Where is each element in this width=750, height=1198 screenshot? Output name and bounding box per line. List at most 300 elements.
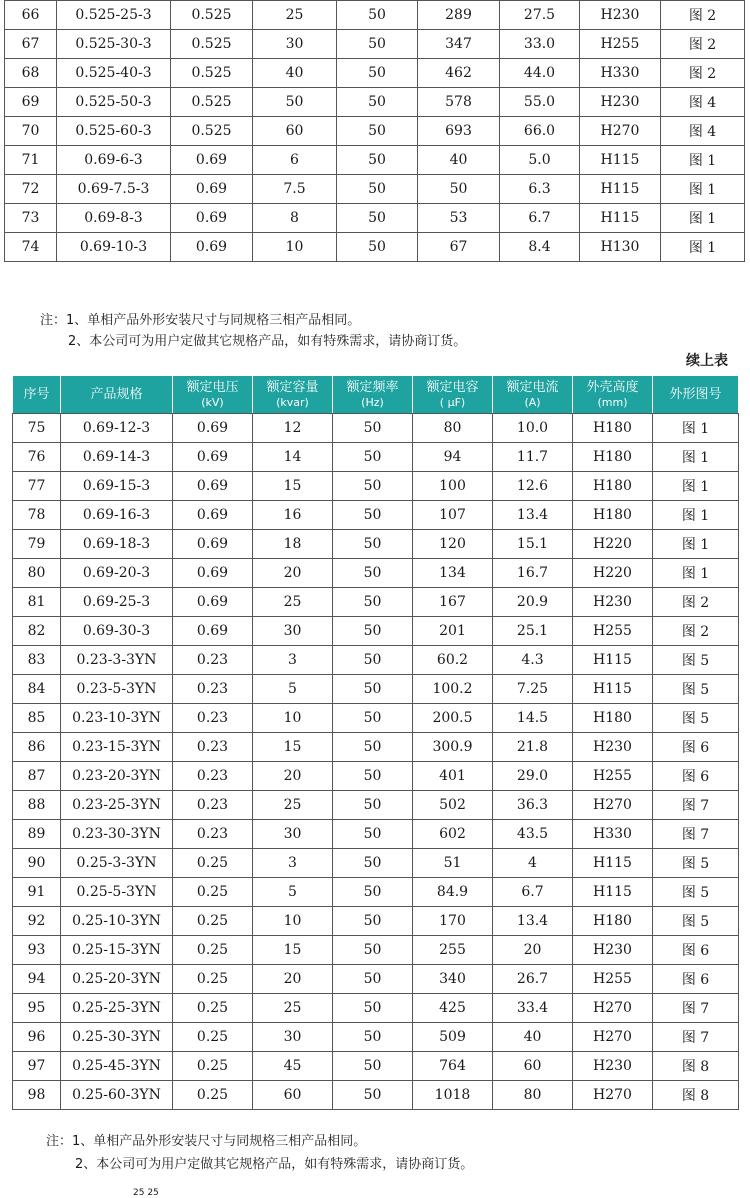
shell-height-cell: H220 bbox=[573, 530, 653, 559]
rated-capacitance-cell: 67 bbox=[418, 233, 500, 262]
serial-no-cell: 71 bbox=[5, 146, 57, 175]
figure-no-cell: 图 1 bbox=[661, 233, 745, 262]
rated-current-cell: 4 bbox=[493, 849, 573, 878]
header-title: 外壳高度 bbox=[586, 379, 639, 395]
rated-capacity-cell: 3 bbox=[253, 849, 333, 878]
rated-current-cell: 15.1 bbox=[493, 530, 573, 559]
rated-capacity-cell: 15 bbox=[253, 733, 333, 762]
header-unit: (kvar) bbox=[276, 395, 309, 409]
serial-no-cell: 93 bbox=[13, 936, 61, 965]
rated-capacitance-cell: 60.2 bbox=[413, 646, 493, 675]
table-row bbox=[5, 88, 745, 117]
rated-current-cell: 20.9 bbox=[493, 588, 573, 617]
rated-capacity-cell: 20 bbox=[253, 762, 333, 791]
rated-capacitance-cell: 51 bbox=[413, 849, 493, 878]
rated-frequency-cell: 50 bbox=[337, 175, 418, 204]
product-spec-cell: 0.69-16-3 bbox=[61, 501, 173, 530]
serial-no-cell: 89 bbox=[13, 820, 61, 849]
product-spec-cell: 0.525-50-3 bbox=[57, 88, 171, 117]
rated-capacity-cell: 16 bbox=[253, 501, 333, 530]
shell-height-cell: H180 bbox=[573, 472, 653, 501]
serial-no-header bbox=[13, 376, 61, 414]
figure-no-cell: 图 5 bbox=[653, 849, 739, 878]
rated-capacitance-cell: 502 bbox=[413, 791, 493, 820]
rated-capacitance-cell: 120 bbox=[413, 530, 493, 559]
header-title: 额定频率 bbox=[346, 379, 399, 395]
table-row bbox=[13, 1052, 739, 1081]
figure-no-cell: 图 1 bbox=[653, 501, 739, 530]
rated-voltage-cell: 0.23 bbox=[173, 733, 253, 762]
shell-height-cell: H115 bbox=[580, 175, 661, 204]
shell-height-cell: H130 bbox=[580, 233, 661, 262]
rated-current-cell: 16.7 bbox=[493, 559, 573, 588]
rated-capacity-cell: 6 bbox=[253, 146, 337, 175]
serial-no-cell: 84 bbox=[13, 675, 61, 704]
spec-table-continued-top bbox=[4, 0, 745, 262]
figure-no-cell: 图 7 bbox=[653, 994, 739, 1023]
rated-capacitance-cell: 1018 bbox=[413, 1081, 493, 1110]
table-row bbox=[13, 907, 739, 936]
rated-frequency-cell: 50 bbox=[333, 936, 413, 965]
figure-no-cell: 图 1 bbox=[661, 204, 745, 233]
product-spec-cell: 0.69-15-3 bbox=[61, 472, 173, 501]
rated-capacitance-cell: 764 bbox=[413, 1052, 493, 1081]
rated-voltage-cell: 0.525 bbox=[171, 59, 253, 88]
serial-no-cell: 74 bbox=[5, 233, 57, 262]
product-spec-cell: 0.23-25-3YN bbox=[61, 791, 173, 820]
product-spec-header bbox=[61, 376, 173, 414]
product-spec-cell: 0.25-30-3YN bbox=[61, 1023, 173, 1052]
table-row bbox=[13, 820, 739, 849]
rated-frequency-cell: 50 bbox=[337, 1, 418, 30]
figure-no-cell: 图 7 bbox=[653, 1023, 739, 1052]
rated-frequency-cell: 50 bbox=[337, 88, 418, 117]
rated-capacity-cell: 25 bbox=[253, 588, 333, 617]
rated-capacity-cell: 30 bbox=[253, 1023, 333, 1052]
rated-current-cell: 13.4 bbox=[493, 501, 573, 530]
rated-voltage-cell: 0.69 bbox=[173, 530, 253, 559]
rated-frequency-cell: 50 bbox=[337, 204, 418, 233]
table-row bbox=[13, 617, 739, 646]
note-top-line1: 注：1、单相产品外形安装尺寸与同规格三相产品相同。 bbox=[40, 313, 361, 328]
serial-no-cell: 90 bbox=[13, 849, 61, 878]
table-row bbox=[5, 146, 745, 175]
shell-height-cell: H230 bbox=[580, 1, 661, 30]
rated-frequency-cell: 50 bbox=[333, 617, 413, 646]
serial-no-cell: 94 bbox=[13, 965, 61, 994]
serial-no-cell: 81 bbox=[13, 588, 61, 617]
rated-voltage-cell: 0.23 bbox=[173, 704, 253, 733]
rated-capacity-cell: 60 bbox=[253, 117, 337, 146]
table-row bbox=[5, 175, 745, 204]
figure-no-cell: 图 7 bbox=[653, 820, 739, 849]
serial-no-cell: 88 bbox=[13, 791, 61, 820]
product-spec-cell: 0.69-14-3 bbox=[61, 443, 173, 472]
table-row bbox=[5, 30, 745, 59]
shell-height-cell: H230 bbox=[573, 733, 653, 762]
figure-no-cell: 图 5 bbox=[653, 704, 739, 733]
rated-current-cell: 21.8 bbox=[493, 733, 573, 762]
figure-no-header bbox=[653, 376, 739, 414]
table-row bbox=[13, 965, 739, 994]
rated-current-cell: 80 bbox=[493, 1081, 573, 1110]
rated-current-cell: 33.0 bbox=[500, 30, 580, 59]
rated-current-cell: 25.1 bbox=[493, 617, 573, 646]
table-row bbox=[13, 791, 739, 820]
rated-current-header bbox=[493, 376, 573, 414]
shell-height-cell: H115 bbox=[573, 849, 653, 878]
table-row bbox=[13, 1081, 739, 1110]
serial-no-cell: 86 bbox=[13, 733, 61, 762]
rated-voltage-cell: 0.69 bbox=[171, 146, 253, 175]
rated-current-cell: 6.7 bbox=[493, 878, 573, 907]
serial-no-cell: 77 bbox=[13, 472, 61, 501]
shell-height-cell: H115 bbox=[573, 675, 653, 704]
serial-no-cell: 79 bbox=[13, 530, 61, 559]
figure-no-cell: 图 5 bbox=[653, 675, 739, 704]
serial-no-cell: 91 bbox=[13, 878, 61, 907]
figure-no-cell: 图 2 bbox=[653, 588, 739, 617]
header-title: 额定电容 bbox=[426, 379, 479, 395]
rated-voltage-cell: 0.25 bbox=[173, 849, 253, 878]
rated-voltage-cell: 0.25 bbox=[173, 1081, 253, 1110]
shell-height-cell: H330 bbox=[580, 59, 661, 88]
serial-no-cell: 73 bbox=[5, 204, 57, 233]
table-row bbox=[13, 675, 739, 704]
rated-capacity-cell: 15 bbox=[253, 472, 333, 501]
rated-capacity-cell: 45 bbox=[253, 1052, 333, 1081]
shell-height-cell: H255 bbox=[573, 965, 653, 994]
serial-no-cell: 95 bbox=[13, 994, 61, 1023]
spec-table-main bbox=[12, 375, 739, 1110]
table-header-row bbox=[13, 376, 739, 414]
serial-no-cell: 98 bbox=[13, 1081, 61, 1110]
figure-no-cell: 图 5 bbox=[653, 907, 739, 936]
rated-current-cell: 11.7 bbox=[493, 443, 573, 472]
shell-height-cell: H270 bbox=[573, 791, 653, 820]
figure-no-cell: 图 1 bbox=[653, 530, 739, 559]
header-unit: ( μF) bbox=[439, 395, 466, 409]
rated-frequency-cell: 50 bbox=[333, 733, 413, 762]
table-row bbox=[13, 936, 739, 965]
product-spec-cell: 0.23-20-3YN bbox=[61, 762, 173, 791]
rated-capacitance-cell: 300.9 bbox=[413, 733, 493, 762]
rated-voltage-cell: 0.69 bbox=[171, 175, 253, 204]
continued-label: 续上表 bbox=[686, 353, 728, 369]
serial-no-cell: 78 bbox=[13, 501, 61, 530]
shell-height-cell: H255 bbox=[573, 762, 653, 791]
rated-capacity-cell: 25 bbox=[253, 791, 333, 820]
rated-current-cell: 7.25 bbox=[493, 675, 573, 704]
rated-current-cell: 44.0 bbox=[500, 59, 580, 88]
rated-capacitance-cell: 107 bbox=[413, 501, 493, 530]
serial-no-cell: 66 bbox=[5, 1, 57, 30]
product-spec-cell: 0.23-3-3YN bbox=[61, 646, 173, 675]
note-bottom-line2: 2、本公司可为用户定做其它规格产品，如有特殊需求，请协商订货。 bbox=[75, 1157, 474, 1172]
rated-capacity-cell: 10 bbox=[253, 907, 333, 936]
product-spec-cell: 0.69-12-3 bbox=[61, 414, 173, 443]
product-spec-cell: 0.69-6-3 bbox=[57, 146, 171, 175]
rated-voltage-cell: 0.69 bbox=[171, 233, 253, 262]
table-row bbox=[5, 59, 745, 88]
product-spec-cell: 0.525-25-3 bbox=[57, 1, 171, 30]
serial-no-cell: 80 bbox=[13, 559, 61, 588]
rated-frequency-cell: 50 bbox=[333, 704, 413, 733]
rated-frequency-cell: 50 bbox=[333, 762, 413, 791]
serial-no-cell: 87 bbox=[13, 762, 61, 791]
rated-frequency-cell: 50 bbox=[337, 59, 418, 88]
figure-no-cell: 图 1 bbox=[653, 472, 739, 501]
figure-no-cell: 图 1 bbox=[653, 443, 739, 472]
rated-capacity-cell: 3 bbox=[253, 646, 333, 675]
rated-capacitance-cell: 40 bbox=[418, 146, 500, 175]
rated-capacitance-cell: 134 bbox=[413, 559, 493, 588]
product-spec-cell: 0.25-15-3YN bbox=[61, 936, 173, 965]
shell-height-cell: H220 bbox=[573, 559, 653, 588]
rated-capacity-cell: 14 bbox=[253, 443, 333, 472]
rated-voltage-cell: 0.25 bbox=[173, 1023, 253, 1052]
rated-capacitance-cell: 167 bbox=[413, 588, 493, 617]
product-spec-cell: 0.25-20-3YN bbox=[61, 965, 173, 994]
rated-frequency-cell: 50 bbox=[333, 414, 413, 443]
figure-no-cell: 图 6 bbox=[653, 936, 739, 965]
rated-current-cell: 55.0 bbox=[500, 88, 580, 117]
rated-current-cell: 10.0 bbox=[493, 414, 573, 443]
rated-current-cell: 4.3 bbox=[493, 646, 573, 675]
shell-height-cell: H180 bbox=[573, 414, 653, 443]
rated-capacity-cell: 18 bbox=[253, 530, 333, 559]
shell-height-cell: H230 bbox=[580, 88, 661, 117]
rated-current-cell: 6.3 bbox=[500, 175, 580, 204]
table-row bbox=[5, 204, 745, 233]
rated-voltage-cell: 0.69 bbox=[173, 617, 253, 646]
rated-frequency-cell: 50 bbox=[337, 146, 418, 175]
header-title: 额定电流 bbox=[506, 379, 559, 395]
serial-no-cell: 97 bbox=[13, 1052, 61, 1081]
rated-voltage-cell: 0.25 bbox=[173, 878, 253, 907]
figure-no-cell: 图 6 bbox=[653, 733, 739, 762]
rated-capacity-cell: 30 bbox=[253, 617, 333, 646]
rated-current-cell: 66.0 bbox=[500, 117, 580, 146]
rated-current-cell: 6.7 bbox=[500, 204, 580, 233]
rated-capacity-cell: 8 bbox=[253, 204, 337, 233]
rated-voltage-cell: 0.25 bbox=[173, 994, 253, 1023]
rated-voltage-cell: 0.525 bbox=[171, 117, 253, 146]
serial-no-cell: 76 bbox=[13, 443, 61, 472]
serial-no-cell: 67 bbox=[5, 30, 57, 59]
rated-capacity-cell: 5 bbox=[253, 878, 333, 907]
product-spec-cell: 0.69-18-3 bbox=[61, 530, 173, 559]
shell-height-cell: H270 bbox=[580, 117, 661, 146]
rated-capacity-cell: 30 bbox=[253, 30, 337, 59]
rated-frequency-cell: 50 bbox=[333, 878, 413, 907]
table-row bbox=[13, 443, 739, 472]
page-number: 25 25 bbox=[133, 1188, 159, 1198]
table-row bbox=[13, 530, 739, 559]
rated-voltage-cell: 0.69 bbox=[173, 559, 253, 588]
header-title: 产品规格 bbox=[90, 387, 143, 402]
rated-current-cell: 14.5 bbox=[493, 704, 573, 733]
rated-voltage-cell: 0.69 bbox=[171, 204, 253, 233]
shell-height-cell: H270 bbox=[573, 1023, 653, 1052]
rated-voltage-cell: 0.69 bbox=[173, 472, 253, 501]
rated-frequency-cell: 50 bbox=[333, 588, 413, 617]
product-spec-cell: 0.25-45-3YN bbox=[61, 1052, 173, 1081]
shell-height-cell: H255 bbox=[580, 30, 661, 59]
rated-capacitance-cell: 80 bbox=[413, 414, 493, 443]
figure-no-cell: 图 1 bbox=[653, 559, 739, 588]
header-title: 额定容量 bbox=[266, 379, 319, 395]
rated-voltage-cell: 0.525 bbox=[171, 88, 253, 117]
rated-frequency-cell: 50 bbox=[333, 646, 413, 675]
table-row bbox=[13, 762, 739, 791]
figure-no-cell: 图 1 bbox=[661, 175, 745, 204]
shell-height-cell: H330 bbox=[573, 820, 653, 849]
rated-capacitance-header bbox=[413, 376, 493, 414]
rated-frequency-cell: 50 bbox=[333, 849, 413, 878]
product-spec-cell: 0.69-7.5-3 bbox=[57, 175, 171, 204]
product-spec-cell: 0.23-10-3YN bbox=[61, 704, 173, 733]
header-unit: (A) bbox=[524, 395, 541, 409]
table-row bbox=[5, 117, 745, 146]
rated-frequency-cell: 50 bbox=[333, 965, 413, 994]
header-unit: (kV) bbox=[201, 395, 224, 409]
rated-capacitance-cell: 425 bbox=[413, 994, 493, 1023]
rated-current-cell: 40 bbox=[493, 1023, 573, 1052]
figure-no-cell: 图 1 bbox=[661, 146, 745, 175]
table-row bbox=[13, 646, 739, 675]
serial-no-cell: 72 bbox=[5, 175, 57, 204]
serial-no-cell: 85 bbox=[13, 704, 61, 733]
table-row bbox=[13, 1023, 739, 1052]
rated-capacity-header bbox=[253, 376, 333, 414]
rated-current-cell: 43.5 bbox=[493, 820, 573, 849]
header-title: 序号 bbox=[23, 387, 50, 402]
rated-capacitance-cell: 602 bbox=[413, 820, 493, 849]
rated-voltage-cell: 0.525 bbox=[171, 30, 253, 59]
product-spec-cell: 0.23-15-3YN bbox=[61, 733, 173, 762]
rated-voltage-cell: 0.25 bbox=[173, 907, 253, 936]
serial-no-cell: 68 bbox=[5, 59, 57, 88]
rated-capacitance-cell: 100.2 bbox=[413, 675, 493, 704]
product-spec-cell: 0.525-30-3 bbox=[57, 30, 171, 59]
rated-voltage-cell: 0.23 bbox=[173, 646, 253, 675]
serial-no-cell: 75 bbox=[13, 414, 61, 443]
figure-no-cell: 图 6 bbox=[653, 965, 739, 994]
figure-no-cell: 图 2 bbox=[661, 1, 745, 30]
shell-height-cell: H180 bbox=[573, 501, 653, 530]
table-row bbox=[5, 233, 745, 262]
rated-frequency-cell: 50 bbox=[337, 117, 418, 146]
rated-voltage-cell: 0.25 bbox=[173, 936, 253, 965]
rated-current-cell: 33.4 bbox=[493, 994, 573, 1023]
header-unit: (mm) bbox=[597, 395, 628, 409]
rated-capacitance-cell: 201 bbox=[413, 617, 493, 646]
product-spec-cell: 0.25-25-3YN bbox=[61, 994, 173, 1023]
table-row bbox=[13, 414, 739, 443]
rated-frequency-cell: 50 bbox=[333, 994, 413, 1023]
rated-current-cell: 27.5 bbox=[500, 1, 580, 30]
figure-no-cell: 图 2 bbox=[653, 617, 739, 646]
product-spec-cell: 0.69-10-3 bbox=[57, 233, 171, 262]
rated-current-cell: 26.7 bbox=[493, 965, 573, 994]
table-row bbox=[13, 878, 739, 907]
rated-capacitance-cell: 84.9 bbox=[413, 878, 493, 907]
figure-no-cell: 图 6 bbox=[653, 762, 739, 791]
rated-frequency-cell: 50 bbox=[333, 1052, 413, 1081]
product-spec-cell: 0.23-30-3YN bbox=[61, 820, 173, 849]
shell-height-cell: H255 bbox=[573, 617, 653, 646]
rated-capacity-cell: 25 bbox=[253, 994, 333, 1023]
shell-height-cell: H115 bbox=[580, 146, 661, 175]
rated-capacity-cell: 12 bbox=[253, 414, 333, 443]
product-spec-cell: 0.25-60-3YN bbox=[61, 1081, 173, 1110]
note-bottom-line1: 注：1、单相产品外形安装尺寸与同规格三相产品相同。 bbox=[46, 1134, 367, 1149]
shell-height-cell: H230 bbox=[573, 1052, 653, 1081]
product-spec-cell: 0.23-5-3YN bbox=[61, 675, 173, 704]
figure-no-cell: 图 8 bbox=[653, 1052, 739, 1081]
rated-capacitance-cell: 347 bbox=[418, 30, 500, 59]
figure-no-cell: 图 2 bbox=[661, 59, 745, 88]
rated-voltage-cell: 0.25 bbox=[173, 1052, 253, 1081]
rated-capacitance-cell: 255 bbox=[413, 936, 493, 965]
shell-height-cell: H115 bbox=[573, 646, 653, 675]
rated-current-cell: 5.0 bbox=[500, 146, 580, 175]
rated-voltage-cell: 0.69 bbox=[173, 501, 253, 530]
rated-voltage-cell: 0.69 bbox=[173, 588, 253, 617]
rated-frequency-cell: 50 bbox=[333, 559, 413, 588]
product-spec-cell: 0.69-20-3 bbox=[61, 559, 173, 588]
serial-no-cell: 96 bbox=[13, 1023, 61, 1052]
shell-height-cell: H270 bbox=[573, 1081, 653, 1110]
product-spec-cell: 0.25-5-3YN bbox=[61, 878, 173, 907]
rated-frequency-cell: 50 bbox=[333, 1023, 413, 1052]
table-row bbox=[13, 994, 739, 1023]
rated-voltage-header bbox=[173, 376, 253, 414]
shell-height-cell: H270 bbox=[573, 994, 653, 1023]
shell-height-cell: H115 bbox=[573, 878, 653, 907]
rated-voltage-cell: 0.23 bbox=[173, 675, 253, 704]
rated-capacity-cell: 50 bbox=[253, 88, 337, 117]
shell-height-header bbox=[573, 376, 653, 414]
figure-no-cell: 图 7 bbox=[653, 791, 739, 820]
header-title: 外形图号 bbox=[669, 387, 722, 402]
table-row bbox=[5, 1, 745, 30]
note-top-line2: 2、本公司可为用户定做其它规格产品，如有特殊需求，请协商订货。 bbox=[68, 334, 467, 349]
table-row bbox=[13, 472, 739, 501]
product-spec-cell: 0.525-60-3 bbox=[57, 117, 171, 146]
shell-height-cell: H180 bbox=[573, 443, 653, 472]
shell-height-cell: H180 bbox=[573, 907, 653, 936]
rated-capacity-cell: 10 bbox=[253, 704, 333, 733]
rated-capacity-cell: 30 bbox=[253, 820, 333, 849]
rated-voltage-cell: 0.23 bbox=[173, 820, 253, 849]
rated-capacitance-cell: 462 bbox=[418, 59, 500, 88]
figure-no-cell: 图 2 bbox=[661, 30, 745, 59]
table-row bbox=[13, 559, 739, 588]
serial-no-cell: 92 bbox=[13, 907, 61, 936]
figure-no-cell: 图 1 bbox=[653, 414, 739, 443]
table-row bbox=[13, 704, 739, 733]
rated-voltage-cell: 0.69 bbox=[173, 414, 253, 443]
table-row bbox=[13, 733, 739, 762]
product-spec-cell: 0.69-25-3 bbox=[61, 588, 173, 617]
serial-no-cell: 69 bbox=[5, 88, 57, 117]
rated-capacity-cell: 15 bbox=[253, 936, 333, 965]
rated-current-cell: 13.4 bbox=[493, 907, 573, 936]
figure-no-cell: 图 4 bbox=[661, 117, 745, 146]
rated-capacity-cell: 20 bbox=[253, 965, 333, 994]
